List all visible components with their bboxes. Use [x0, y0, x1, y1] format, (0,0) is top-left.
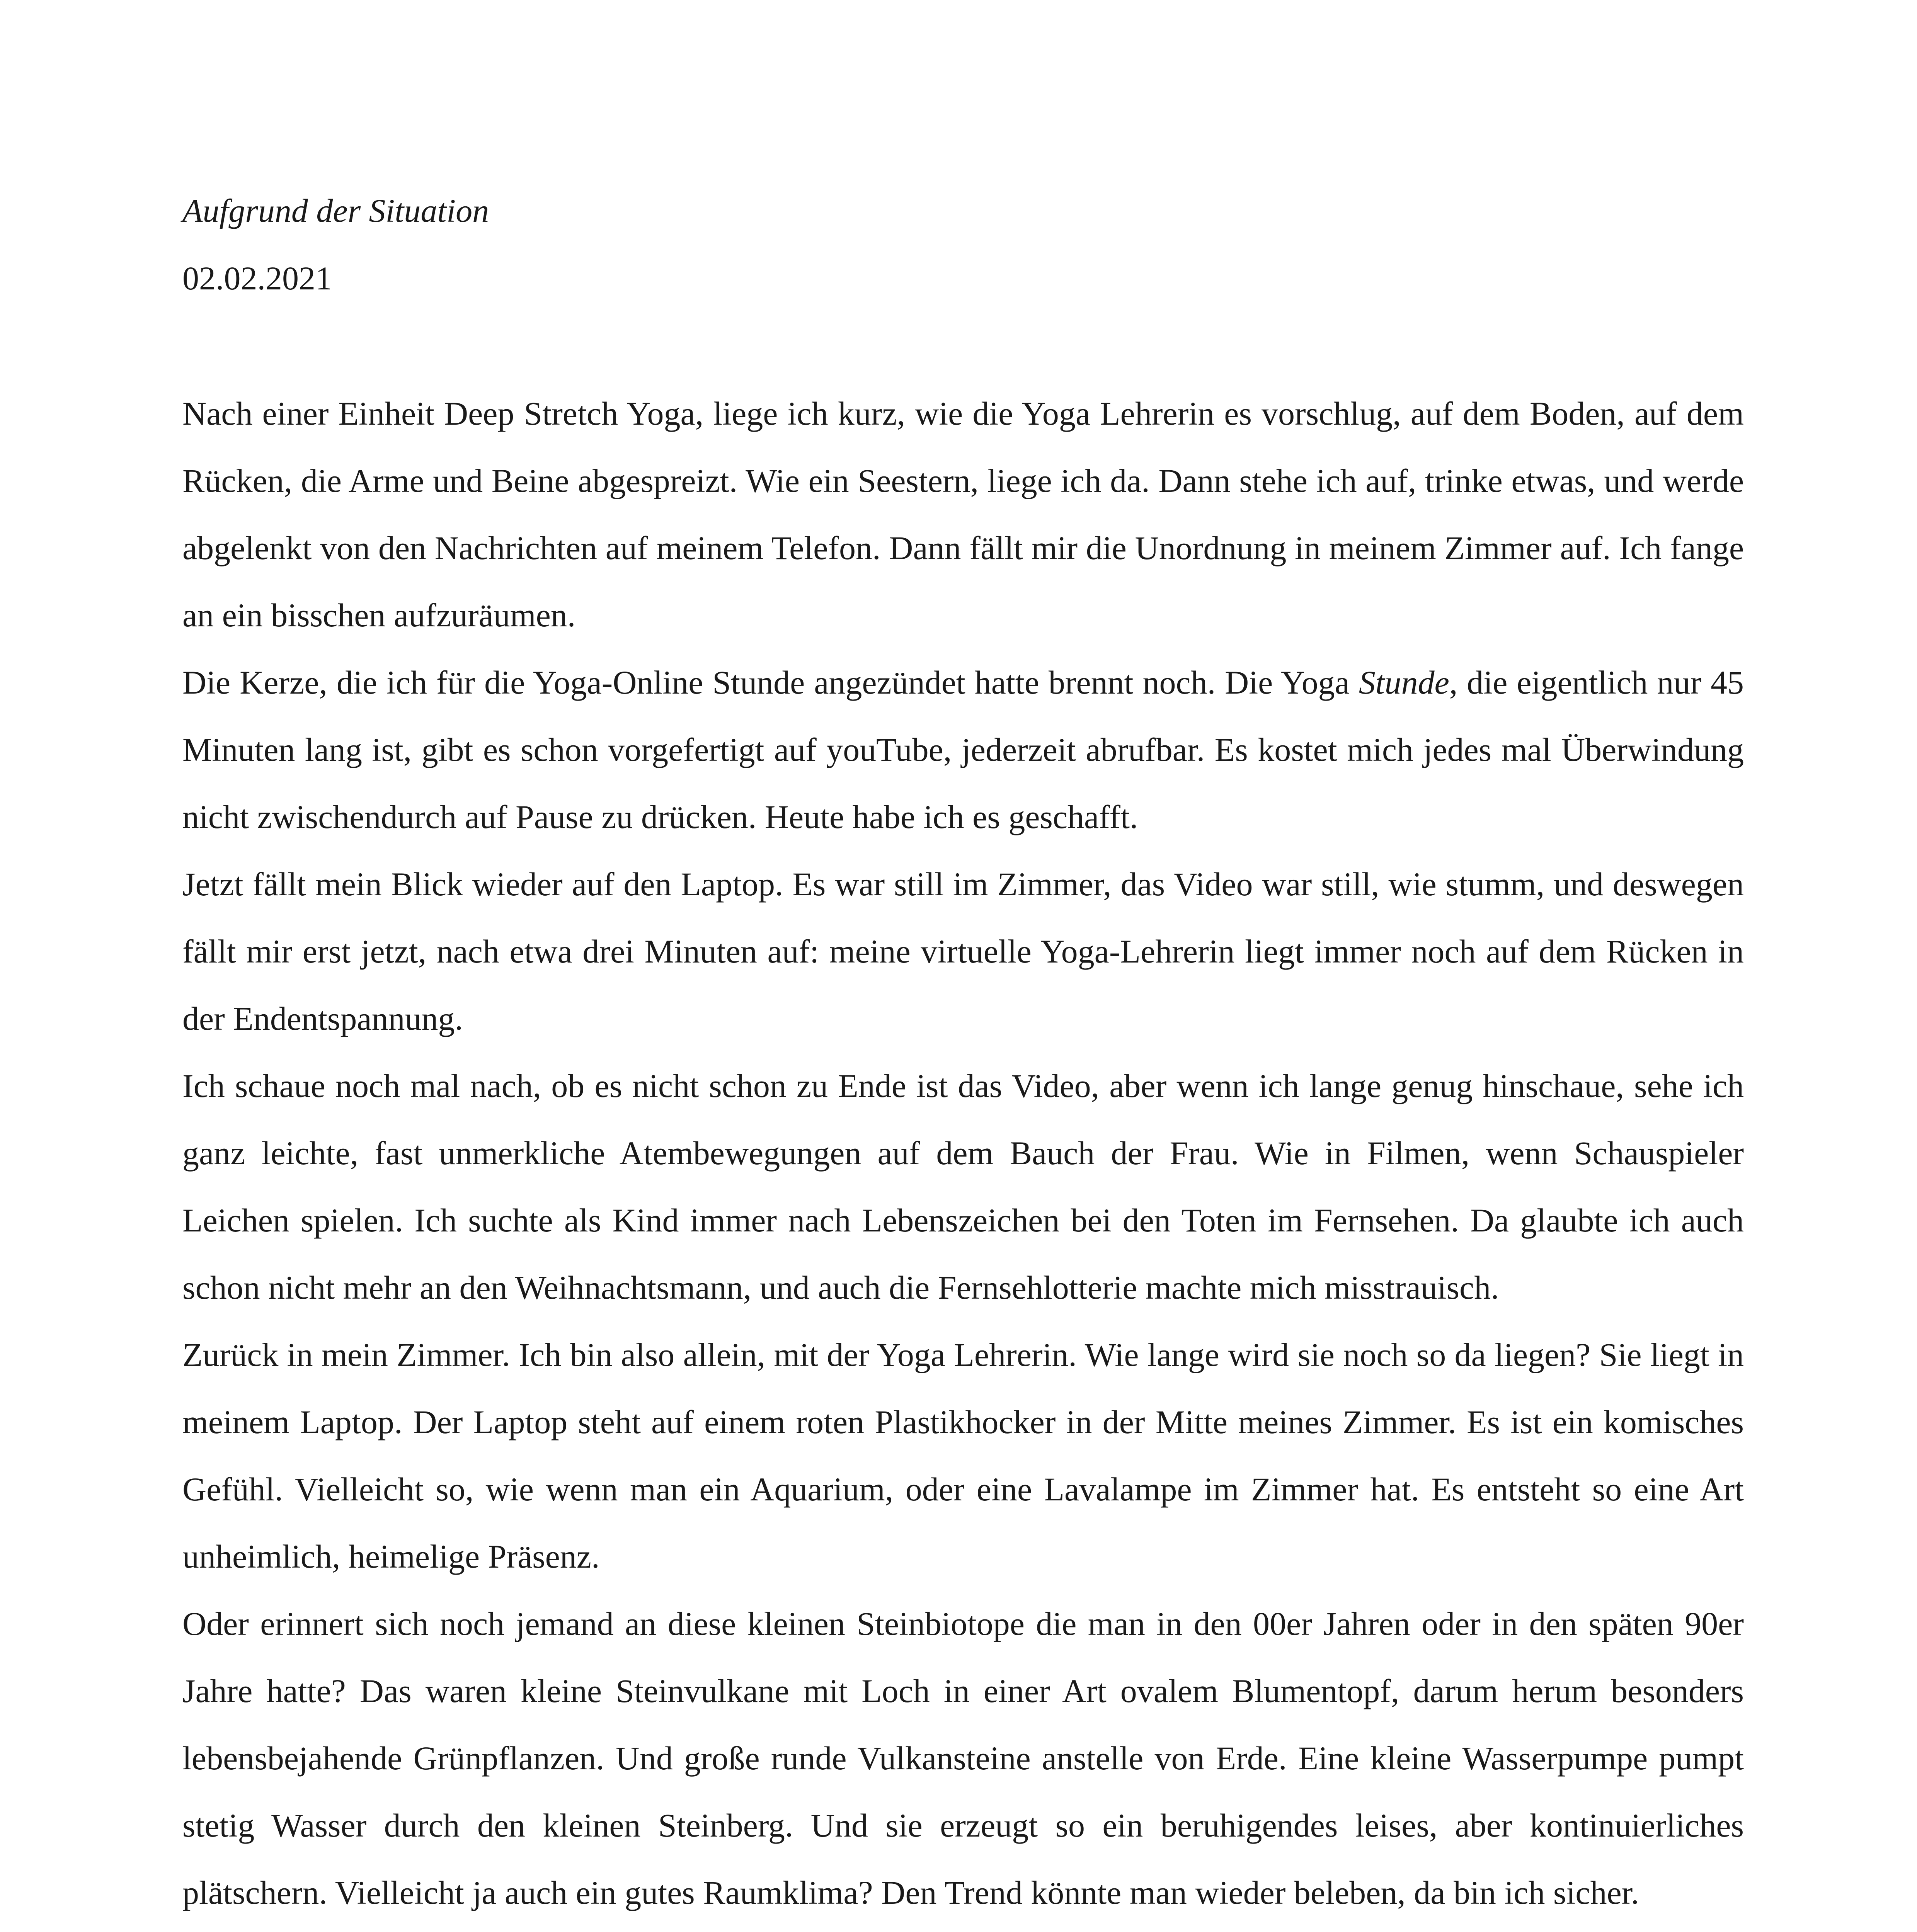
paragraph-2: [182, 649, 1744, 850]
paragraph-5: Zurück in mein Zimmer. Ich bin also allein, mit der Yoga Lehrerin. Wie lange wird sie noch so da liegen? Sie liegt in meinem Laptop. Der Laptop steht auf einem roten Plastikhocker in der Mitte meines Zimmer. Es ist ein komisches Gefühl. Vielleicht so, wie wenn man ein Aquarium, oder eine Lavalampe im Zimmer hat. Es entsteht so eine Art unheimlich, heimelige Präsenz.: [182, 1336, 1744, 1575]
paragraph-2-text-before: Die Kerze, die ich für die Yoga-Online Stunde angezündet hatte brennt noch. Die Yoga: [182, 664, 1359, 701]
paragraph-1: Nach einer Einheit Deep Stretch Yoga, liege ich kurz, wie die Yoga Lehrerin es vorschlug, auf dem Boden, auf dem Rücken, die Arme und Beine abgespreizt. Wie ein Seestern, liege ich da. Dann stehe ich auf, trinke etwas, und werde abgelenkt von den Nachrichten auf meinem Telefon. Dann fällt mir die Unordnung in meinem Zimmer auf. Ich fange an ein bisschen aufzuräumen.: [182, 395, 1744, 634]
document-date: 02.02.2021: [182, 260, 332, 297]
paragraph-2-text-after: , die eigentlich nur 45 Minuten lang ist, gibt es schon vorgefertigt auf youTube, jederzeit abrufbar. Es kostet mich jedes mal Überwindung nicht zwischendurch auf Pause zu drücken. Heute habe ich es geschafft.: [182, 664, 1744, 835]
paragraph-4: Ich schaue noch mal nach, ob es nicht schon zu Ende ist das Video, aber wenn ich lange genug hinschaue, sehe ich ganz leichte, fast unmerkliche Atembewegungen auf dem Bauch der Frau. Wie in Filmen, wenn Schauspieler Leichen spielen. Ich suchte als Kind immer nach Lebenszeichen bei den Toten im Fernsehen. Da glaubte ich auch schon nicht mehr an den Weihnachtsmann, und auch die Fernsehlotterie machte mich misstrauisch.: [182, 1067, 1744, 1306]
paragraph-3: Jetzt fällt mein Blick wieder auf den Laptop. Es war still im Zimmer, das Video war still, wie stumm, und deswegen fällt mir erst jetzt, nach etwa drei Minuten auf: meine virtuelle Yoga-Lehrerin liegt immer noch auf dem Rücken in der Endentspannung.: [182, 866, 1744, 1037]
paragraph-2-italic-word: Stunde: [1359, 664, 1449, 701]
paragraph-7: [182, 1926, 1744, 1932]
document-title: Aufgrund der Situation: [182, 192, 489, 229]
paragraph-6: Oder erinnert sich noch jemand an diese kleinen Steinbiotope die man in den 00er Jahren oder in den späten 90er Jahre hatte? Das waren kleine Steinvulkane mit Loch in einer Art ovalem Blumentopf, darum herum besonders lebensbejahende Grünpflanzen. Und große runde Vulkansteine anstelle von Erde. Eine kleine Wasserpumpe pumpt stetig Wasser durch den kleinen Steinberg. Und sie erzeugt so ein beruhigendes leises, aber kontinuierliches plätschern. Vielleicht ja auch ein gutes Raumklima? Den Trend könnte man wieder beleben, da bin ich sicher.: [182, 1605, 1744, 1911]
blank-line: [182, 312, 1744, 380]
document-body: [182, 177, 1744, 1932]
